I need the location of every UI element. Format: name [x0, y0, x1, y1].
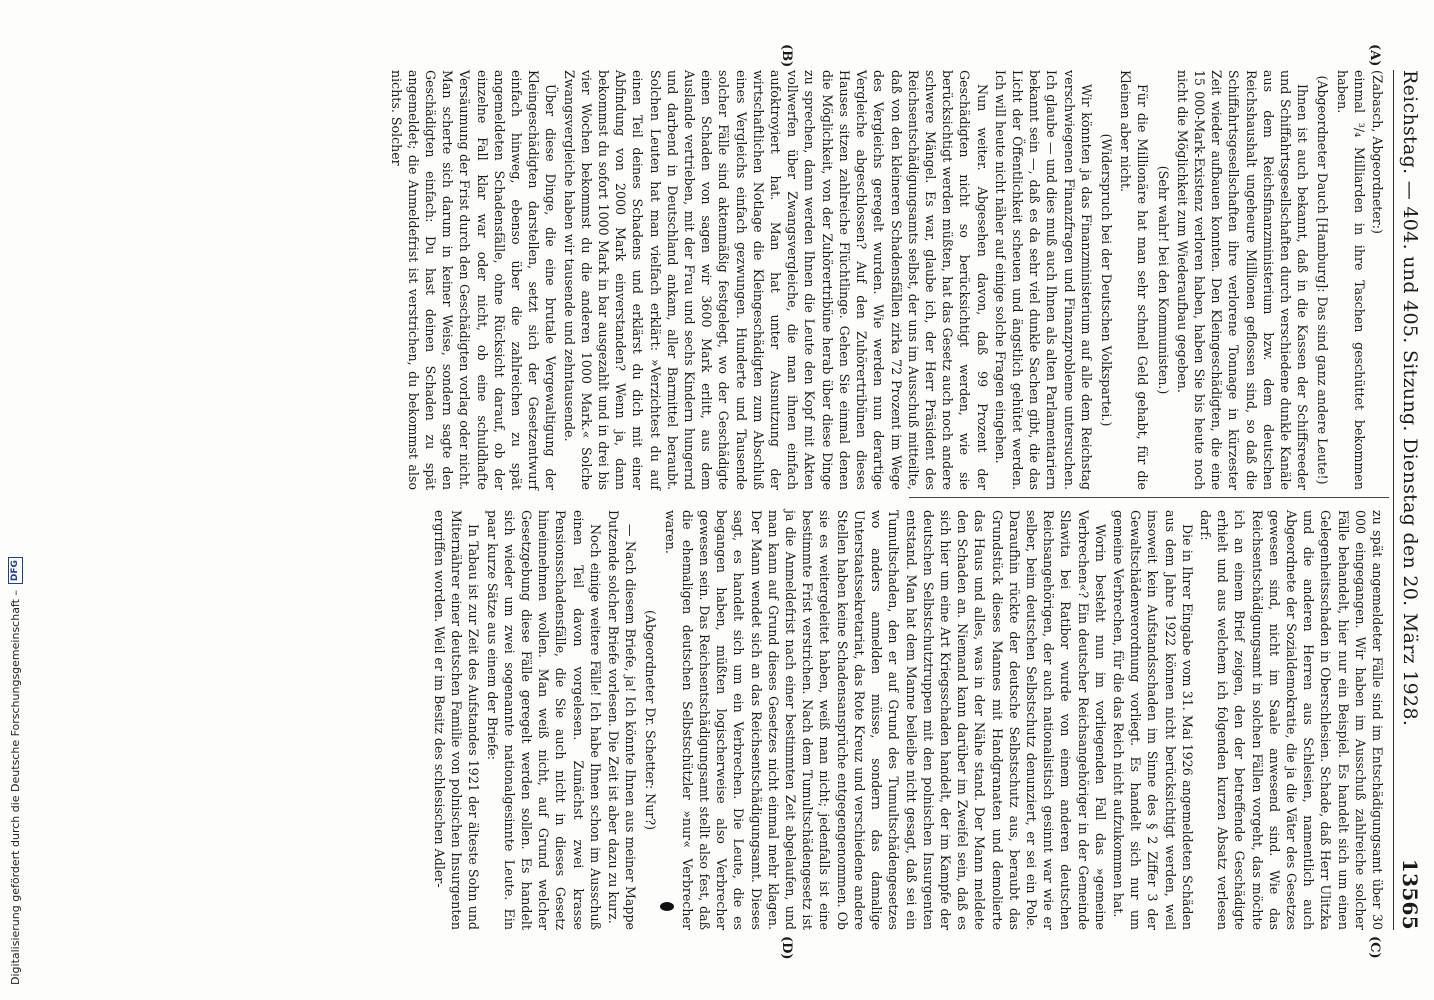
- left-column-paragraph: (Sehr wahr! bei den Kommunisten.): [1155, 165, 1171, 395]
- right-column-paragraph: Die in Ihrer Eingabe vom 31. Mai 1926 angemeldeten Schäden aus dem Jahre 1922 können nicht berücksichtigt werden, weil insoweit kein Aufstandsschaden im Sinne des § 2 Ziffer 3 der Gewaltschädenverordnung vorliegt. Es handelt sich nur um gemeine Verbrechen, für die das Reich nicht aufzukommen hat.: [1110, 510, 1195, 930]
- left-column-paragraph: einmal ³/₄ Milliarden in ihre Taschen geschüttet bekommen haben.: [1334, 70, 1367, 490]
- right-column-paragraph: Worin besteht nun im vorliegenden Fall das »gemeine Verbrechen«? Ein deutscher Reichsangehöriger in der Gemeinde Slawita bei Ratibor wurde von einem anderen deutschen Reichsangehörigen, der auch nationalistisch gesinnt war wie er selber, beim deutschen Selbstschutz denunziert, er sei ein Pole. Daraufhin rückte der deutsche Selbstschutz aus, beraubt das Grundstück dieses Mannes mit Handgranaten und demolierte das Haus und alles, was in der Nähe stand. Der Mann meldete den Schaden an. Niemand kann darüber im Zweifel sein, daß es sich hier um eine Art Kriegsschaden handelt, der im Kampfe der deutschen Selbstschutztruppen mit den polnischen Insurgenten entstand. Man hat dem Manne beileibe nicht gesagt, daß sei ein Tumultschaden, den er auf Grund des Tumultschädengesetzes wo anders anmelden müsse, sondern das damalige Unterstaatssekretariat, das Rote Kreuz und verschiedene andere Stellen haben keine Schadensansprüche entgegengenommen. Ob sie es weitergeleitet haben, weiß man nicht; jedenfalls ist eine bestimmte Frist verstrichen. Nach dem Tumultschädengesetz ist ja die Anmeldefrist nach einer bestimmten Zeit abgelaufen, und man kann auf Grund dieses Gesetzes nicht einmal mehr klagen. Der Mann wendet sich an das Reichsentschädigungsamt. Dieses sagt, es handelt sich um ein Verbrechen. Die Leute, die es begangen haben, müßten logischerweise also Verbrecher gewesen sein. Das Reichsentschädigungsamt stellt also fest, daß die ehemaligen deutschen Selbstschützler »nur« Verbrecher waren.: [662, 510, 1108, 930]
- credit-text: Digitalisierung gefördert durch die Deutsche Forschungsgemeinschaft –: [8, 590, 22, 985]
- left-column-paragraph: Wir könnten ja das Finanzministerium auf alle dem Reichstag verschwiegenen Finanzfragen und Finanzprobleme untersuchen. Ich glaube — und dies muß auch Ihnen als alten Parlamentariern bekannt sein —, daß es da sehr viel dunkle Sachen gibt, die das Licht der Öffentlichkeit scheuen und ängstlich gehütet werden. Ich will heute nicht näher auf einige solche Fragen eingehen.: [992, 70, 1094, 490]
- right-column-paragraph: Noch einige weitere Fälle! Ich habe Ihnen schon im Ausschuß einen Teil davon vorgelesen. Zunächst zwei krasse Pensionsschadensfälle, die Sie auch nicht in dieses Gesetz hineinnehmen wollen. Man weiß nicht, auf Grund welcher Gesetzgebung diese Fälle geregelt werden sollen. Es handelt sich wieder um zwei sogenannte nationalgesinnte Leute. Ein paar kurze Sätze aus einem der Briefe:: [484, 510, 603, 930]
- left-column-paragraph: Für die Millionäre hat man sehr schnell Geld gehabt, für die Kleinen aber nicht.: [1118, 70, 1151, 490]
- left-column-paragraph: Über diese Dinge, die eine brutale Vergewaltigung der Kleingeschädigten darstellen, setzt sich der Gesetzentwurf einfach hinweg, ebenso über die zahlreichen zu spät angemeldeten Schadensfälle, ohne Rücksicht darauf, ob der einzelne Fall klar war oder nicht, ob eine schuldhafte Versäumung der Frist durch den Geschädigten vorlag oder nicht. Man scherte sich darum in keiner Weise, sondern sagte den Geschädigten einfach: Du hast deinen Schaden zu spät angemeldet; die Anmeldefrist ist verstrichen, du bekommst also nichts. Solcher: [388, 70, 559, 490]
- left-column-paragraph: (Zabasch, Abgeordneter:): [1370, 70, 1385, 234]
- margin-mark-a: (A): [1367, 44, 1382, 67]
- margin-mark-c: (C): [1367, 936, 1382, 959]
- header-title: Reichstag. — 404. und 405. Sitzung. Dienstag den 20. März 1928.: [1399, 70, 1421, 727]
- right-column-paragraph: zu spät angemeldeter Fälle sind im Entschädigungsamt über 30 000 eingegangen. Wir haben im Ausschuß zahlreiche solcher Fälle behandelt, hier nur ein Beispiel. Es handelt sich um einen Gelegenheitsschaden in Oberschlesien. Schade, daß Herr Ulitzka und die anderen Herren aus Schlesien, namentlich auch Abgeordnete der Sozialdemokratie, die ja die Väter des Gesetzes gewesen sind, nicht im Saale anwesend sind. Wie das Reichsentschädigungsamt in solchen Fällen vorgeht, das möchte ich an einem Brief zeigen, den der betreffende Geschädigte erhielt und aus welchem ich folgenden kurzen Absatz verlesen darf:: [1197, 510, 1385, 930]
- margin-mark-d: (D): [779, 936, 794, 960]
- credit-line: [5, 5, 25, 985]
- dfg-logo: DFG: [8, 557, 23, 584]
- rotated-document-page: [104, 0, 1434, 1000]
- left-column-paragraph: (Abgeordneter Dauch [Hamburg]: Das sind ganz andere Leute!): [1315, 75, 1331, 485]
- left-column-paragraph: (Widerspruch bei der Deutschen Volkspartei.): [1098, 133, 1114, 427]
- left-column-paragraph: Ihnen ist auch bekannt, daß in die Kassen der Schiffsreeder und Schiffahrtsgesellschaften durch verschiedene dunkle Kanäle aus dem Reichsfinanzministerium bzw. dem deutschen Reichshaushalt ungeheure Millionen geflossen sind, so daß die Schiffahrtsgesellschaften ihre verlorene Tonnage in kürzester Zeit wieder aufbauen konnten. Den Kleingeschädigten, die eine 15 000-Mark-Existenz verloren haben, haben Sie bis heute noch nicht die Möglichkeit zum Wiederaufbau gegeben.: [1174, 70, 1311, 490]
- running-header: [1393, 70, 1426, 930]
- margin-mark-b: (B): [779, 44, 794, 68]
- left-column: [386, 70, 1386, 490]
- left-column-paragraph: Nun weiter. Abgesehen davon, daß 99 Prozent der Geschädigten nicht so berücksichtigt werden, wie sie berücksichtigt werden müßten, hat das Gesetz auch noch andere schwere Mängel. Es war, glaube ich, der Herr Präsident des Reichsentschädigungsamts selbst, der uns im Ausschuß mitteilte, daß von den kleineren Schadensfällen zirka 72 Prozent im Wege des Vergleichs geregelt wurden. Wie werden nun derartige Vergleiche abgeschlossen? Auf den Zuhörertribünen dieses Hauses sitzen zahlreiche Flüchtlinge. Gehen Sie einmal denen die Möglichkeit, von der Zuhörertribüne herab über diese Dinge zu sprechen, dann werden Ihnen die Leute den Kopf mit Akten vollwerfen über Zwangsvergleiche, die man ihnen einfach aufoktroyiert hat. Man hat unter Ausnutzung der wirtschaftlichen Notlage die Kleingeschädigten zum Abschluß eines Vergleichs einfach gezwungen. Hunderte und Tausende solcher Fälle sind aktenmäßig festgelegt, wo der Geschädigte einen Schaden von sagen wir 3600 Mark erlitt, aus dem Auslande vertrieben, mit der Frau und sechs Kindern hungernd und darbend in Deutschland ankam, aller Barmittel beraubt. Solchen Leuten hat man vielfach erklärt: »Verzichtest du auf einen Teil deines Schadens und erklärst du dich mit einer Abfindung von 2000 Mark einverstanden? Wenn ja, dann bekommst du sofort 1000 Mark in bar ausgezahlt und in drei bis vier Wochen bekommst du die anderen 1000 Mark.« Solche Zwangsvergleiche haben wir tausende und zehntausende.: [561, 70, 990, 490]
- right-column-paragraph: In Tabau ist zur Zeit des Aufstandes 1921 der älteste Sohn und Miternährer einer deutschen Familie von polnischen Insurgenten ergriffen worden. Weil er im Besitz des schlesischen Adler-: [432, 510, 482, 930]
- right-column-paragraph: (Abgeordneter Dr. Schetter: Nur?): [643, 610, 659, 830]
- column-divider: [909, 497, 1389, 498]
- right-column-paragraph: — Nach diesem Briefe, ja! Ich könnte Ihnen aus meiner Mappe Dutzende solcher Briefe vorlesen. Die Zeit ist aber dazu zu kurz.: [606, 510, 639, 930]
- page-number: 13565: [1398, 858, 1422, 930]
- right-column: [430, 510, 1386, 930]
- digitization-credit: [2, 10, 24, 1000]
